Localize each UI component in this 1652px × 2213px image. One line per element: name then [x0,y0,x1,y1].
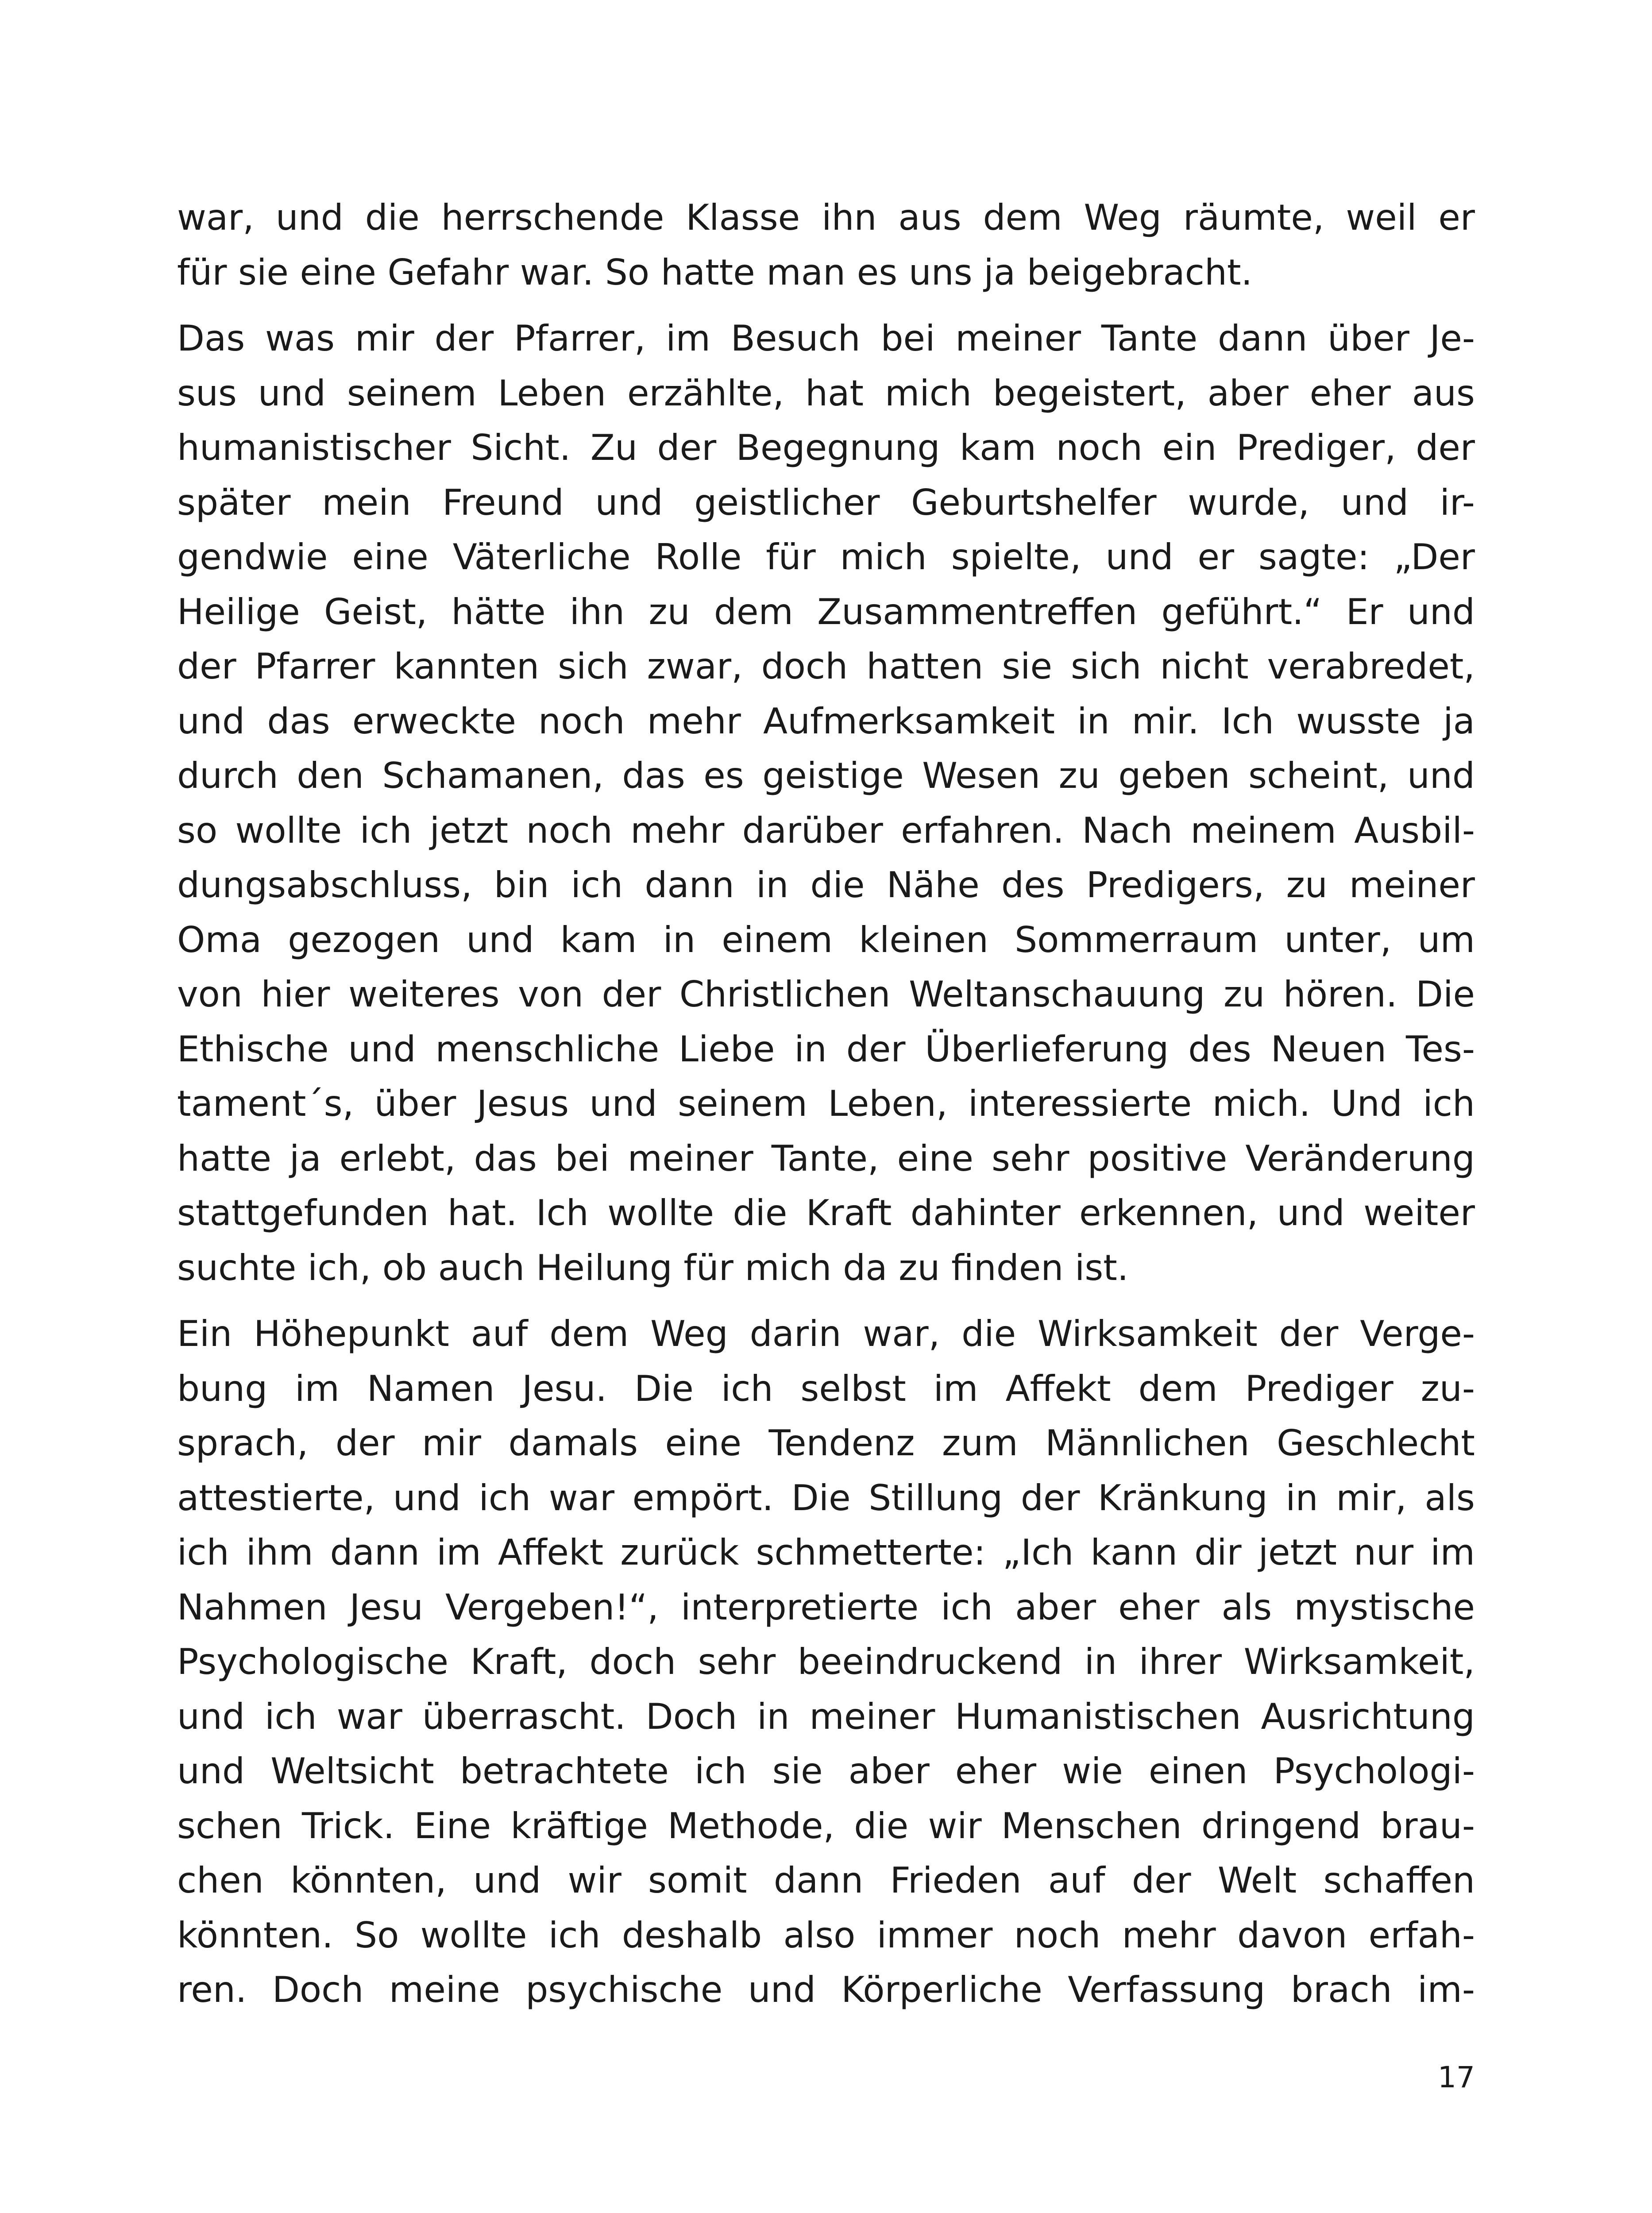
text-line: war, und die herrschende Klasse ihn aus dem Weg räumte, weil er [177,197,1475,238]
text-line: und ich war überrascht. Doch in meiner Humanistischen Ausrichtung [177,1695,1475,1737]
text-line: dungsabschluss, bin ich dann in die Nähe des Predigers, zu meiner [177,864,1475,906]
text-line: und das erweckte noch mehr Aufmerksamkeit in mir. Ich wusste ja [177,700,1475,742]
text-line: ich ihm dann im Affekt zurück schmetterte: „Ich kann dir jetzt nur im [177,1531,1475,1573]
text-line: hatte ja erlebt, das bei meiner Tante, eine sehr positive Veränderung [177,1137,1475,1179]
text-line: Ein Höhepunkt auf dem Weg darin war, die Wirksamkeit der Verge- [177,1313,1475,1354]
text-line: sus und seinem Leben erzählte, hat mich begeistert, aber eher aus [177,372,1475,414]
paragraph-2 [177,311,1475,1295]
paragraph-3 [177,1307,1475,2017]
text-line: für sie eine Gefahr war. So hatte man es uns ja beigebracht. [177,251,1253,293]
text-line: tament´s, über Jesus und seinem Leben, interessierte mich. Und ich [177,1083,1475,1124]
text-line: stattgefunden hat. Ich wollte die Kraft dahinter erkennen, und weiter [177,1192,1475,1234]
text-line: so wollte ich jetzt noch mehr darüber erfahren. Nach meinem Ausbil- [177,809,1475,851]
text-line: attestierte, und ich war empört. Die Stillung der Kränkung in mir, als [177,1477,1475,1519]
text-line: Oma gezogen und kam in einem kleinen Sommerraum unter, um [177,918,1475,960]
text-line: und Weltsicht betrachtete ich sie aber eher wie einen Psychologi- [177,1750,1475,1792]
text-line: Ethische und menschliche Liebe in der Überlieferung des Neuen Tes- [177,1028,1475,1070]
paragraph-1 [177,190,1475,300]
text-line: Das was mir der Pfarrer, im Besuch bei meiner Tante dann über Je- [177,317,1475,359]
text-line: der Pfarrer kannten sich zwar, doch hatten sie sich nicht verabredet, [177,645,1475,687]
text-line: ren. Doch meine psychische und Körperliche Verfassung brach im- [177,1969,1475,2010]
body-text [177,190,1475,2029]
page-number: 17 [1438,2060,1475,2094]
text-line: von hier weiteres von der Christlichen Weltanschauung zu hören. Die [177,973,1475,1015]
text-line: bung im Namen Jesu. Die ich selbst im Affekt dem Prediger zu- [177,1367,1475,1409]
text-line: Nahmen Jesu Vergeben!“, interpretierte ich aber eher als mystische [177,1586,1475,1628]
text-line: suchte ich, ob auch Heilung für mich da zu finden ist. [177,1246,1129,1288]
text-line: Heilige Geist, hätte ihn zu dem Zusammentreffen geführt.“ Er und [177,590,1475,632]
text-line: humanistischer Sicht. Zu der Begegnung kam noch ein Prediger, der [177,427,1475,468]
text-line: sprach, der mir damals eine Tendenz zum Männlichen Geschlecht [177,1422,1475,1464]
text-line: chen könnten, und wir somit dann Frieden auf der Welt schaffen [177,1859,1475,1901]
text-line: durch den Schamanen, das es geistige Wesen zu geben scheint, und [177,755,1475,796]
text-line: Psychologische Kraft, doch sehr beeindruckend in ihrer Wirksamkeit, [177,1641,1475,1682]
text-line: später mein Freund und geistlicher Geburtshelfer wurde, und ir- [177,481,1475,523]
text-line: gendwie eine Väterliche Rolle für mich spielte, und er sagte: „Der [177,536,1475,578]
text-line: könnten. So wollte ich deshalb also immer noch mehr davon erfah- [177,1914,1475,1956]
text-line: schen Trick. Eine kräftige Methode, die wir Menschen dringend brau- [177,1804,1475,1847]
